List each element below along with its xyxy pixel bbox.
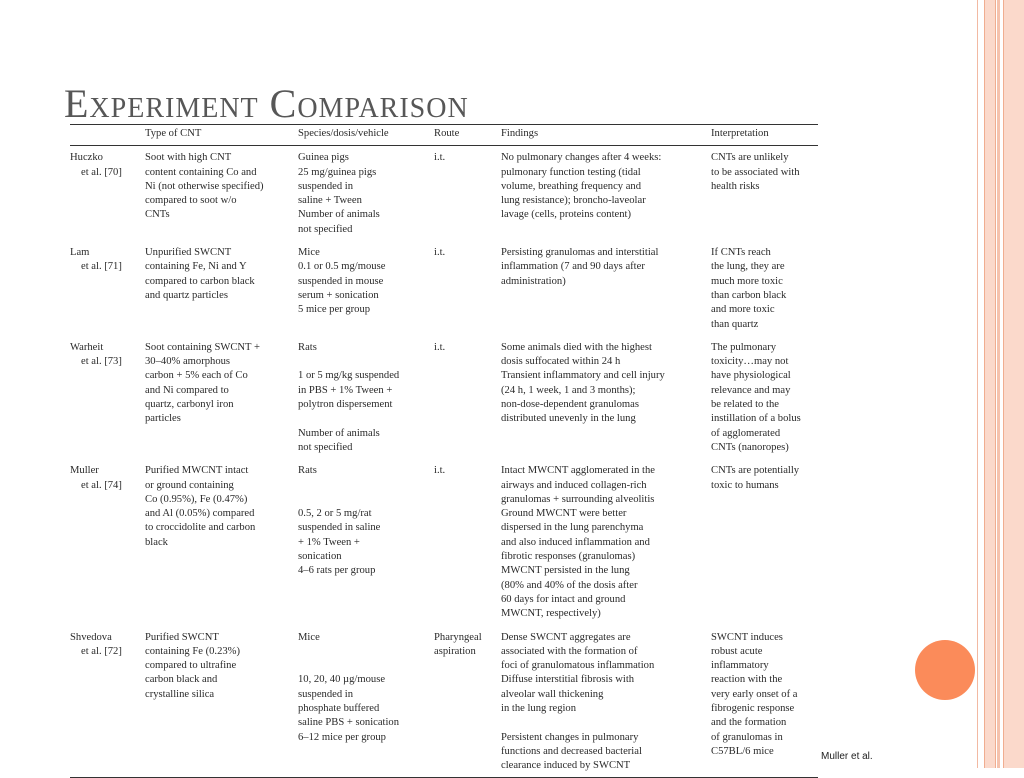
cell-line: non-dose-dependent granulomas: [501, 399, 639, 411]
cell-type-of-cnt: [145, 146, 298, 241]
cell-line: The pulmonary: [711, 341, 777, 353]
cell-line: i.t.: [434, 341, 446, 353]
cell-line: inflammation (7 and 90 days after: [501, 261, 645, 273]
decor-stripe: [977, 0, 978, 768]
study-reference: et al. [74]: [81, 479, 122, 491]
study-reference: et al. [71]: [81, 261, 122, 273]
cell-type-of-cnt: [145, 626, 298, 778]
cell-line: CNTs are unlikely: [711, 152, 789, 164]
cell-species-dosis: [298, 146, 434, 241]
cell-line: Number of animals: [298, 427, 380, 439]
cell-line: Diffuse interstitial fibrosis with: [501, 674, 635, 686]
cell-line: and Ni compared to: [145, 384, 229, 396]
cell-line: Guinea pigs: [298, 152, 349, 164]
cell-line: Rats: [298, 341, 317, 353]
cell-line: containing Fe (0.23%): [145, 645, 241, 657]
study-reference: et al. [70]: [81, 166, 122, 178]
cell-line: alveolar wall thickening: [501, 688, 604, 700]
cell-line: particles: [145, 413, 181, 425]
cell-line: carbon + 5% each of Co: [145, 370, 248, 382]
cell-species-dosis: [298, 626, 434, 778]
cell-line: Number of animals: [298, 209, 380, 221]
cell-line: Purified SWCNT: [145, 631, 219, 643]
cell-line: (24 h, 1 week, 1 and 3 months);: [501, 384, 636, 396]
header-findings: Findings: [501, 128, 539, 139]
cell-line: suspended in mouse: [298, 275, 384, 287]
cell-interpretation: [711, 241, 818, 336]
cell-species-dosis: [298, 336, 434, 459]
cell-line: saline + Tween: [298, 195, 362, 207]
cell-line: functions and decreased bacterial: [501, 745, 642, 757]
cell-route: [434, 459, 501, 625]
cell-spacer: [298, 493, 428, 507]
cell-line: MWCNT persisted in the lung: [501, 565, 630, 577]
cell-line: 6–12 mice per group: [298, 731, 386, 743]
cell-line: 0.5, 2 or 5 mg/rat: [298, 508, 372, 520]
cell-line: and quartz particles: [145, 289, 228, 301]
cell-line: pulmonary function testing (tidal: [501, 166, 641, 178]
cell-line: than carbon black: [711, 289, 787, 301]
table-row: [70, 241, 818, 336]
decorative-circle: [915, 640, 975, 700]
table-header-row: [70, 125, 818, 146]
header-type: Type of CNT: [145, 128, 202, 139]
study-author: Huczko: [70, 152, 103, 164]
cell-line: clearance induced by SWCNT: [501, 760, 631, 772]
comparison-table: [70, 124, 818, 778]
cell-line: polytron dispersement: [298, 399, 393, 411]
table-row: [70, 626, 818, 778]
cell-line: black: [145, 536, 168, 548]
cell-line: reaction with the: [711, 674, 783, 686]
cell-line: instillation of a bolus: [711, 413, 801, 425]
cell-line: and also induced inflammation and: [501, 536, 650, 548]
cell-spacer: [298, 355, 428, 369]
cell-line: (80% and 40% of the dosis after: [501, 579, 638, 591]
cell-line: Co (0.95%), Fe (0.47%): [145, 493, 248, 505]
cell-type-of-cnt: [145, 459, 298, 625]
cell-line: foci of granulomatous inflammation: [501, 660, 655, 672]
cell-line: sonication: [298, 551, 342, 563]
table-body: [70, 146, 818, 778]
cell-line: administration): [501, 275, 566, 287]
cell-line: crystalline silica: [145, 688, 215, 700]
cell-line: content containing Co and: [145, 166, 257, 178]
cell-line: i.t.: [434, 465, 446, 477]
cell-line: compared to soot w/o: [145, 195, 237, 207]
citation: Muller et al.: [821, 751, 873, 762]
table-row: [70, 459, 818, 625]
study-author: Lam: [70, 247, 90, 259]
cell-line: suspended in: [298, 180, 354, 192]
study-reference: et al. [72]: [81, 645, 122, 657]
cell-type-of-cnt: [145, 336, 298, 459]
cell-line: saline PBS + sonication: [298, 717, 400, 729]
study-author: Warheit: [70, 341, 104, 353]
cell-route: [434, 241, 501, 336]
cell-interpretation: [711, 459, 818, 625]
cell-line: and the formation: [711, 717, 787, 729]
cell-line: 0.1 or 0.5 mg/mouse: [298, 261, 386, 273]
cell-line: fibrogenic response: [711, 702, 795, 714]
cell-line: 60 days for intact and ground: [501, 593, 626, 605]
header-route: Route: [434, 128, 460, 139]
cell-line: SWCNT induces: [711, 631, 783, 643]
cell-line: If CNTs reach: [711, 247, 771, 259]
cell-line: 10, 20, 40 µg/mouse: [298, 674, 386, 686]
decor-stripe: [997, 0, 1000, 768]
cell-line: in the lung region: [501, 702, 577, 714]
cell-line: suspended in saline: [298, 522, 381, 534]
cell-line: compared to ultrafine: [145, 660, 237, 672]
cell-line: serum + sonication: [298, 289, 379, 301]
table-row: [70, 336, 818, 459]
cell-line: aspiration: [434, 645, 476, 657]
cell-line: granulomas + surrounding alveolitis: [501, 493, 655, 505]
cell-line: phosphate buffered: [298, 702, 380, 714]
table-row: [70, 146, 818, 241]
cell-spacer: [298, 645, 428, 659]
cell-findings: [501, 459, 711, 625]
cell-interpretation: [711, 146, 818, 241]
cell-line: i.t.: [434, 247, 446, 259]
cell-line: fibrotic responses (granulomas): [501, 551, 636, 563]
cell-line: or ground containing: [145, 479, 234, 491]
header-species: Species/dosis/vehicle: [298, 128, 389, 139]
cell-line: have physiological: [711, 370, 791, 382]
cell-line: Rats: [298, 465, 317, 477]
cell-line: Transient inflammatory and cell injury: [501, 370, 665, 382]
cell-line: to croccidolite and carbon: [145, 522, 256, 534]
cell-line: 1 or 5 mg/kg suspended: [298, 370, 400, 382]
cell-line: not specified: [298, 441, 353, 453]
cell-route: [434, 336, 501, 459]
cell-line: very early onset of a: [711, 688, 798, 700]
cell-line: not specified: [298, 223, 353, 235]
cell-spacer: [298, 412, 428, 426]
cell-line: Intact MWCNT agglomerated in the: [501, 465, 655, 477]
cell-line: distributed unevenly in the lung: [501, 413, 636, 425]
cell-line: health risks: [711, 180, 760, 192]
cell-line: i.t.: [434, 152, 446, 164]
cell-line: Ground MWCNT were better: [501, 508, 627, 520]
cell-line: Dense SWCNT aggregates are: [501, 631, 631, 643]
cell-route: [434, 626, 501, 778]
cell-line: relevance and may: [711, 384, 791, 396]
cell-species-dosis: [298, 241, 434, 336]
cell-line: to be associated with: [711, 166, 800, 178]
cell-line: C57BL/6 mice: [711, 745, 774, 757]
slide-title: Experiment Comparison: [64, 81, 469, 126]
cell-line: compared to carbon black: [145, 275, 255, 287]
cell-line: lavage (cells, proteins content): [501, 209, 632, 221]
cell-line: Purified MWCNT intact: [145, 465, 249, 477]
cell-findings: [501, 241, 711, 336]
cell-line: in PBS + 1% Tween +: [298, 384, 393, 396]
cell-study: [70, 146, 145, 241]
cell-line: Soot with high CNT: [145, 152, 232, 164]
cell-line: associated with the formation of: [501, 645, 638, 657]
cell-line: inflammatory: [711, 660, 769, 672]
cell-line: CNTs are potentially: [711, 465, 800, 477]
cell-line: of granulomas in: [711, 731, 783, 743]
cell-line: dosis suffocated within 24 h: [501, 356, 621, 368]
cell-line: Persistent changes in pulmonary: [501, 731, 639, 743]
cell-line: 25 mg/guinea pigs: [298, 166, 377, 178]
cell-type-of-cnt: [145, 241, 298, 336]
cell-line: toxicity…may not: [711, 356, 789, 368]
cell-spacer: [298, 479, 428, 493]
cell-line: MWCNT, respectively): [501, 608, 601, 620]
cell-spacer: [501, 716, 705, 730]
cell-spacer: [298, 659, 428, 673]
cell-line: much more toxic: [711, 275, 783, 287]
decor-stripe: [984, 0, 996, 768]
cell-findings: [501, 336, 711, 459]
study-author: Shvedova: [70, 631, 112, 643]
cell-line: No pulmonary changes after 4 weeks:: [501, 152, 662, 164]
cell-line: Mice: [298, 631, 320, 643]
cell-study: [70, 459, 145, 625]
cell-line: CNTs (nanoropes): [711, 441, 789, 453]
cell-study: [70, 241, 145, 336]
cell-line: Soot containing SWCNT +: [145, 341, 260, 353]
cell-line: airways and induced collagen-rich: [501, 479, 647, 491]
cell-findings: [501, 146, 711, 241]
cell-study: [70, 336, 145, 459]
cell-species-dosis: [298, 459, 434, 625]
cell-line: robust acute: [711, 645, 763, 657]
cell-line: CNTs: [145, 209, 170, 221]
cell-line: than quartz: [711, 318, 759, 330]
cell-line: suspended in: [298, 688, 354, 700]
header-interpretation: Interpretation: [711, 128, 769, 139]
header-study: [70, 125, 145, 146]
cell-line: be related to the: [711, 399, 779, 411]
cell-line: dispersed in the lung parenchyma: [501, 522, 644, 534]
decor-stripe: [1003, 0, 1024, 768]
cell-line: containing Fe, Ni and Y: [145, 261, 247, 273]
cell-study: [70, 626, 145, 778]
cell-interpretation: [711, 626, 818, 778]
cell-line: the lung, they are: [711, 261, 785, 273]
cell-route: [434, 146, 501, 241]
cell-line: lung resistance); broncho-laveolar: [501, 195, 646, 207]
cell-line: quartz, carbonyl iron: [145, 399, 234, 411]
cell-line: Pharyngeal: [434, 631, 482, 643]
cell-line: Ni (not otherwise specified): [145, 180, 264, 192]
cell-line: 5 mice per group: [298, 304, 371, 316]
cell-line: Some animals died with the highest: [501, 341, 652, 353]
cell-line: 4–6 rats per group: [298, 565, 376, 577]
cell-line: + 1% Tween +: [298, 536, 360, 548]
study-reference: et al. [73]: [81, 356, 122, 368]
cell-line: volume, breathing frequency and: [501, 180, 642, 192]
cell-line: Unpurified SWCNT: [145, 247, 232, 259]
cell-line: toxic to humans: [711, 479, 779, 491]
cell-line: and Al (0.05%) compared: [145, 508, 255, 520]
comparison-table-wrapper: [70, 124, 818, 778]
cell-line: Persisting granulomas and interstitial: [501, 247, 659, 259]
cell-line: of agglomerated: [711, 427, 781, 439]
cell-line: Mice: [298, 247, 320, 259]
cell-line: carbon black and: [145, 674, 218, 686]
cell-line: and more toxic: [711, 304, 775, 316]
study-author: Muller: [70, 465, 99, 477]
cell-interpretation: [711, 336, 818, 459]
cell-line: 30–40% amorphous: [145, 356, 231, 368]
cell-findings: [501, 626, 711, 778]
